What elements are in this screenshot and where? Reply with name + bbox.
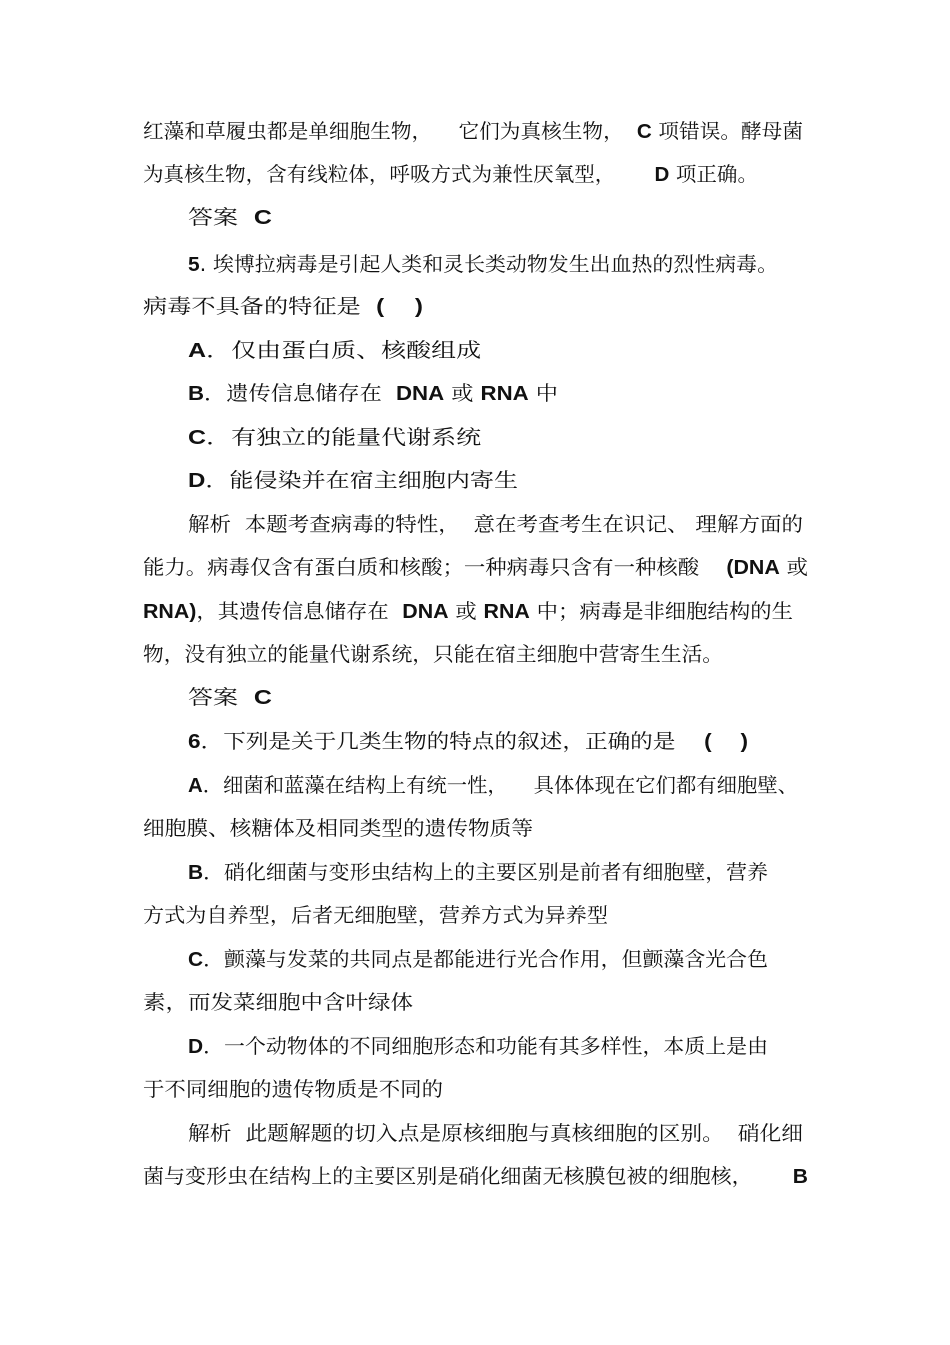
bold-text: C: [188, 949, 204, 971]
bold-text: 5: [188, 254, 200, 276]
text-line: [188, 381, 558, 405]
text-line: [188, 205, 272, 229]
text-line: [188, 338, 481, 362]
text-line: [188, 1121, 803, 1145]
bold-text: B: [792, 1166, 808, 1188]
text-run: ．一个动物体的不同细胞形态和功能有其多样性，本质上是由: [203, 1034, 768, 1058]
text-line: [143, 599, 793, 623]
bold-text: D: [188, 1036, 204, 1058]
text-run: [712, 729, 741, 753]
text-run: 答案: [188, 205, 254, 229]
text-run: . 埃博拉病毒是引起人类和灵长类动物发生出血热的烈性病毒。: [199, 252, 778, 276]
text-run: 解析 本题考查病毒的特性， 意在考查考生在识记、 理解方面的: [188, 512, 803, 536]
text-run: 物，没有独立的能量代谢系统，只能在宿主细胞中营寄生生活。: [143, 642, 723, 666]
text-run: 病毒不具备的特征是: [143, 294, 377, 318]
text-run: 解析 此题解题的切入点是原核细胞与真核细胞的区别。 硝化细: [188, 1121, 803, 1145]
text-run: ．遗传信息储存在: [204, 381, 397, 405]
bold-text: RNA: [480, 383, 529, 405]
text-line: [143, 1164, 808, 1188]
text-line: [188, 252, 778, 276]
text-line: [188, 425, 481, 449]
bold-text: ): [414, 296, 423, 318]
text-line: [143, 990, 413, 1014]
bold-text: C: [253, 687, 272, 709]
text-run: ．硝化细菌与变形虫结构上的主要区别是前者有细胞壁，营养: [203, 860, 768, 884]
text-run: ．细菌和蓝藻在结构上有统一性， 具体体现在它们都有细胞壁、: [202, 773, 799, 797]
text-line: [188, 685, 272, 709]
text-line: [143, 294, 423, 318]
text-run: [384, 294, 415, 318]
text-run: 素，而发菜细胞中含叶绿体: [143, 990, 413, 1014]
bold-text: A: [188, 340, 207, 362]
bold-text: RNA): [143, 601, 197, 623]
text-line: [143, 642, 723, 666]
bold-text: C: [253, 207, 272, 229]
text-run: 或: [779, 555, 808, 579]
text-run: 项正确。: [669, 162, 758, 186]
text-run: ．颤藻与发菜的共同点是都能进行光合作用，但颤藻含光合色: [203, 947, 768, 971]
text-line: [188, 468, 518, 492]
text-run: 方式为自养型，后者无细胞壁，营养方式为异养型: [143, 903, 608, 927]
bold-text: (: [376, 296, 385, 318]
text-line: [143, 119, 803, 143]
bold-text: (: [704, 731, 712, 753]
text-run: ．下列是关于几类生物的特点的叙述，正确的是: [200, 729, 705, 753]
text-line: [143, 162, 758, 186]
text-line: [188, 947, 768, 971]
bold-text: C: [188, 427, 207, 449]
text-run: 菌与变形虫在结构上的主要区别是硝化细菌无核膜包被的细胞核，: [143, 1164, 793, 1188]
text-run: ．有独立的能量代谢系统: [206, 425, 482, 449]
text-run: 答案: [188, 685, 254, 709]
text-run: ．仅由蛋白质、核酸组成: [206, 338, 482, 362]
bold-text: C: [636, 121, 652, 143]
text-line: [188, 860, 768, 884]
bold-text: DNA: [402, 601, 449, 623]
bold-text: ): [740, 731, 748, 753]
text-run: ，其遗传信息储存在: [196, 599, 403, 623]
bold-text: B: [188, 862, 204, 884]
text-line: [143, 1077, 443, 1101]
text-run: 细胞膜、核糖体及相同类型的遗传物质等: [143, 816, 533, 840]
text-run: 能力。病毒仅含有蛋白质和核酸；一种病毒只含有一种核酸: [143, 555, 727, 579]
text-run: 项错误。酵母菌: [651, 119, 803, 143]
bold-text: DNA: [396, 383, 445, 405]
text-run: 为真核生物，含有线粒体，呼吸方式为兼性厌氧型，: [143, 162, 655, 186]
text-line: [143, 555, 808, 579]
text-run: 红藻和草履虫都是单细胞生物， 它们为真核生物，: [143, 119, 637, 143]
bold-text: D: [654, 164, 670, 186]
text-line: [188, 1034, 768, 1058]
bold-text: B: [188, 383, 205, 405]
bold-text: D: [188, 470, 206, 492]
text-run: 或: [448, 599, 484, 623]
bold-text: A: [188, 775, 203, 797]
text-line: [143, 903, 608, 927]
text-line: [188, 773, 798, 797]
text-line: [143, 816, 533, 840]
bold-text: 6: [188, 731, 201, 753]
text-run: 中；病毒是非细胞结构的生: [529, 599, 793, 623]
text-run: 或: [444, 381, 481, 405]
bold-text: (DNA: [726, 557, 780, 579]
text-line: [188, 512, 803, 536]
text-run: 于不同细胞的遗传物质是不同的: [143, 1077, 443, 1101]
text-line: [188, 729, 748, 753]
text-run: 中: [528, 381, 558, 405]
bold-text: RNA: [483, 601, 530, 623]
text-run: ．能侵染并在宿主细胞内寄生: [205, 468, 519, 492]
